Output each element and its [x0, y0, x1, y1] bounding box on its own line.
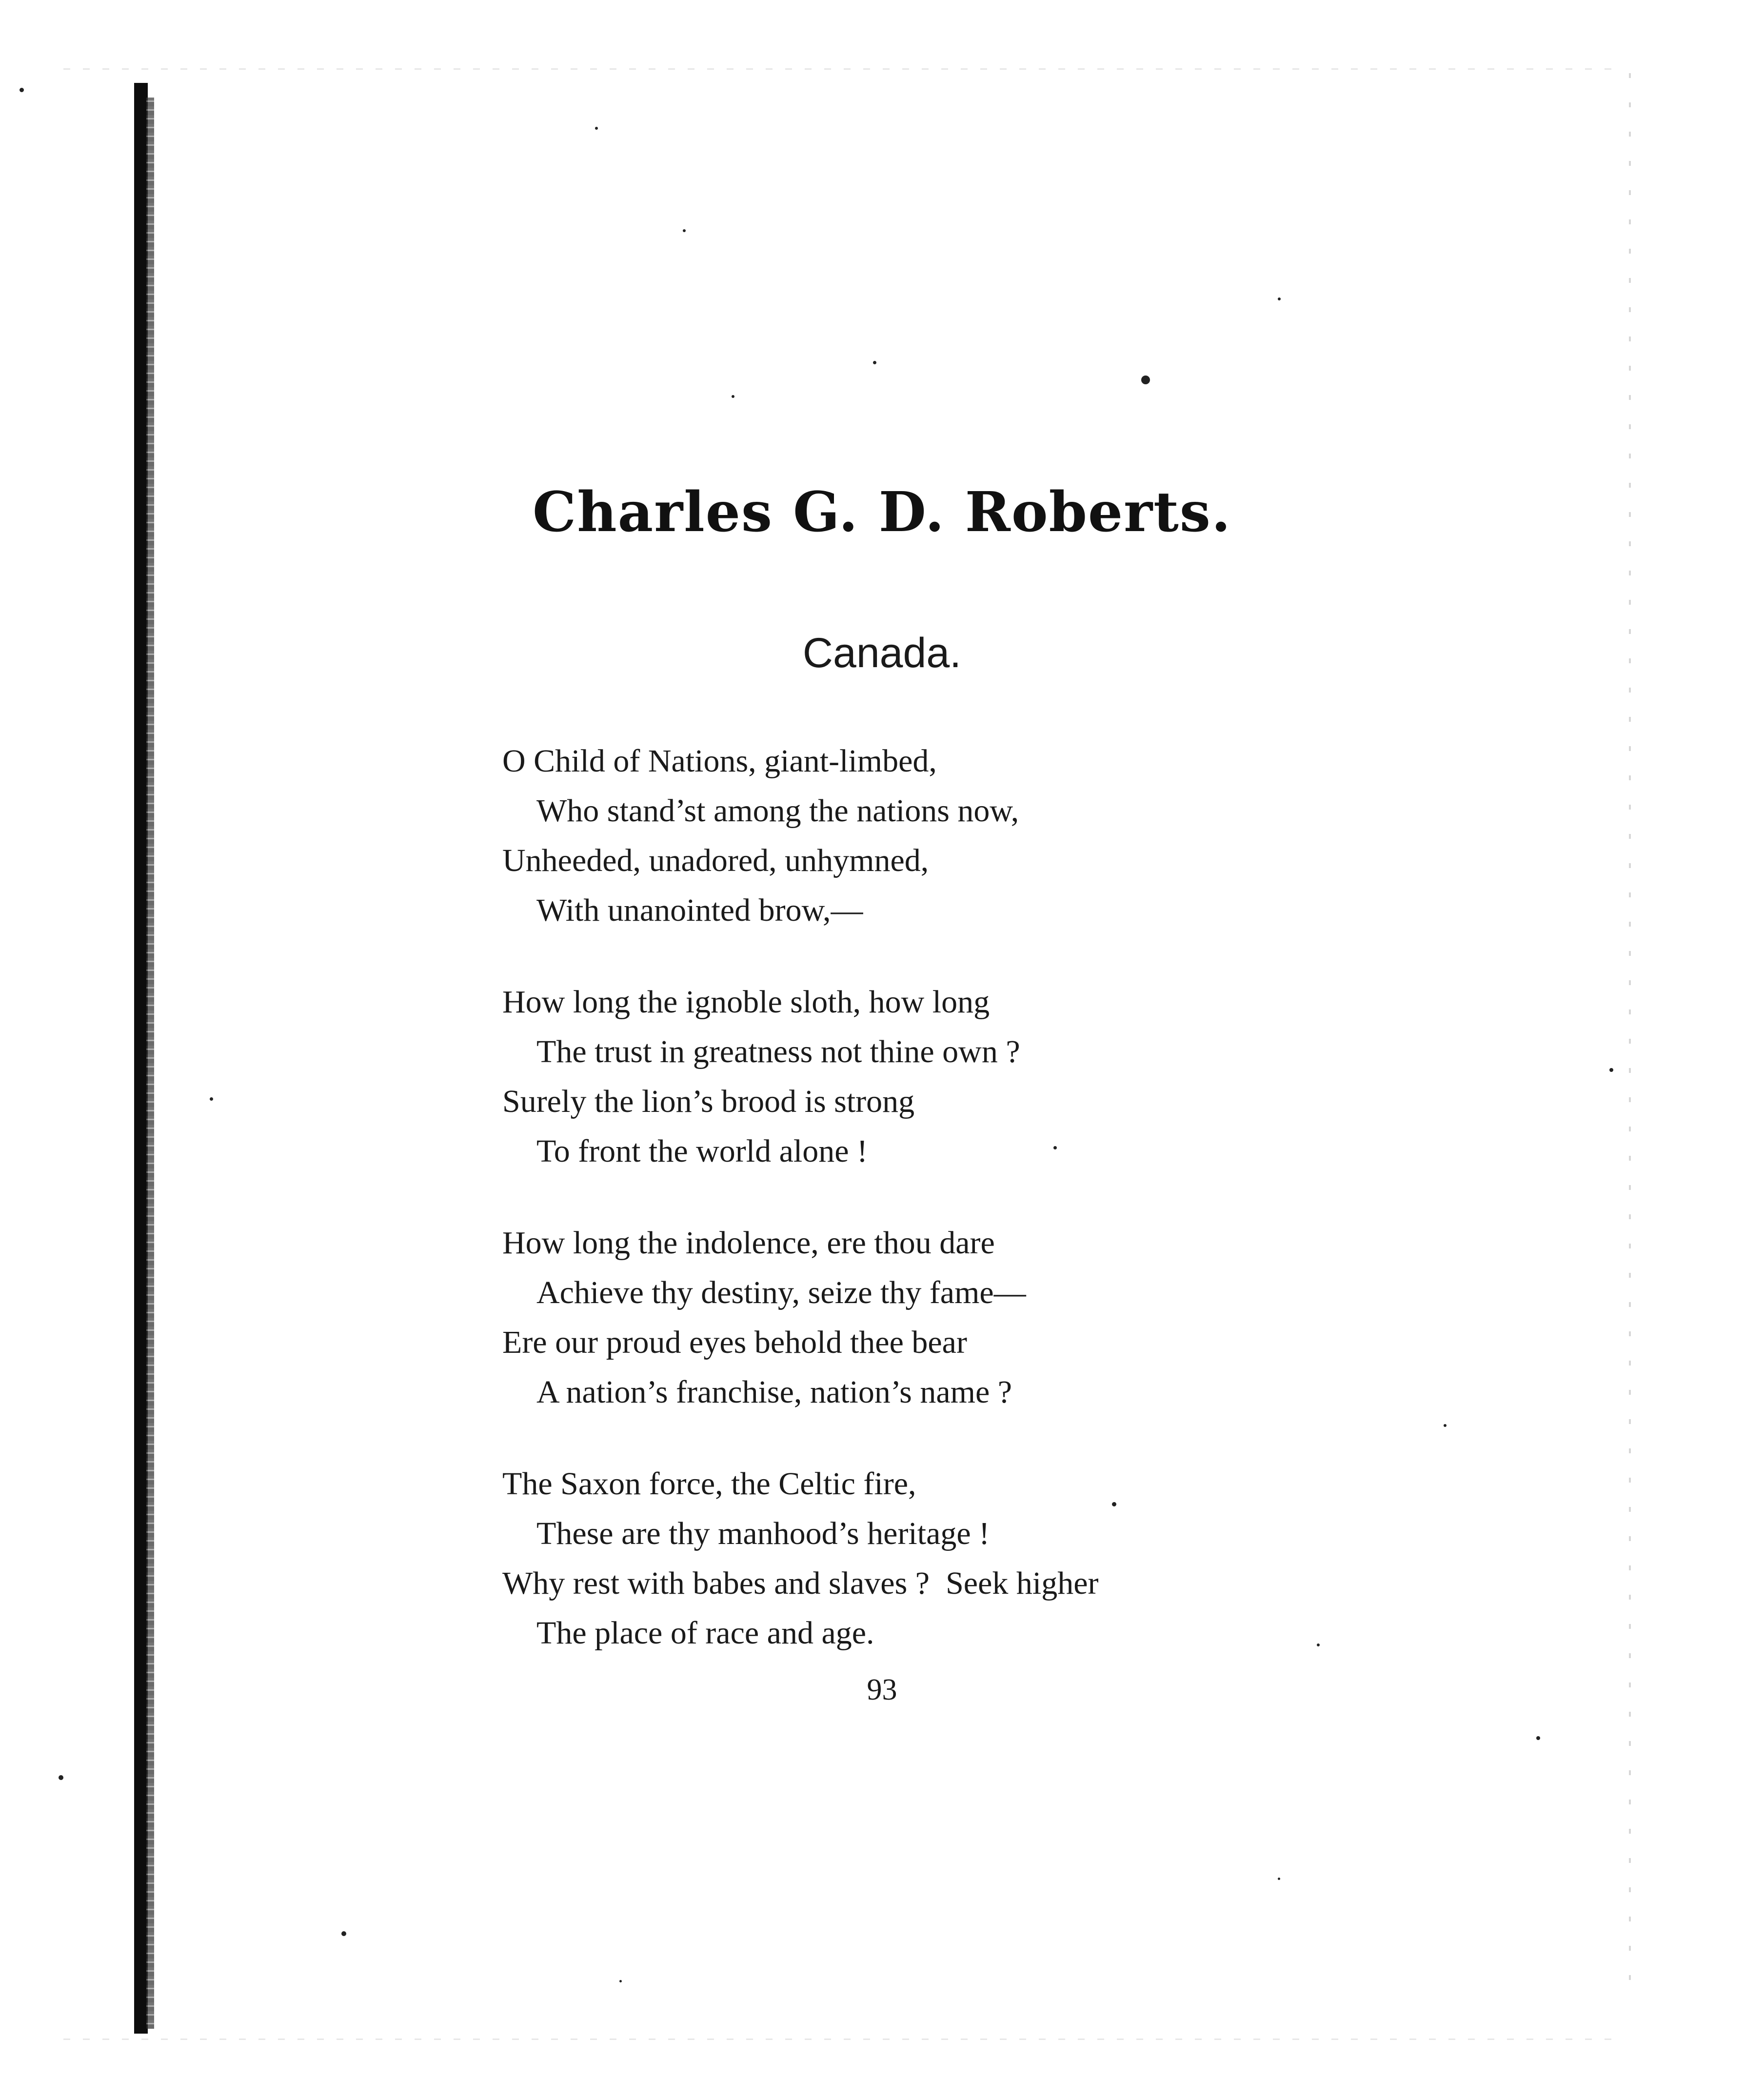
dust-speck — [1609, 1068, 1613, 1072]
dust-speck — [1141, 376, 1150, 384]
scan-bottom-edge — [63, 2039, 1624, 2040]
poem-line: With unanointed brow,— — [536, 892, 863, 928]
poem-line: A nation’s franchise, nation’s name ? — [536, 1374, 1012, 1410]
dust-speck — [1536, 1736, 1540, 1740]
poem-line: To front the world alone ! — [536, 1133, 868, 1169]
dust-speck — [595, 127, 598, 130]
poem-line: Ere our proud eyes behold thee bear — [502, 1325, 967, 1360]
dust-speck — [210, 1097, 213, 1101]
poem-line: O Child of Nations, giant-limbed, — [502, 743, 937, 779]
page-number: 93 — [867, 1673, 897, 1706]
author-heading: Charles G. D. Roberts. — [533, 480, 1231, 544]
book-binding-edge — [146, 98, 154, 2029]
poem-line: Surely the lion’s brood is strong — [502, 1084, 915, 1119]
stanza — [502, 736, 1478, 935]
poem-line: Why rest with babes and slaves ? Seek higher — [502, 1565, 1099, 1601]
poem-body — [502, 736, 1478, 1700]
poem-line: Who stand’st among the nations now, — [536, 793, 1019, 829]
dust-speck — [619, 1980, 622, 1982]
stanza — [502, 977, 1478, 1176]
stanza — [502, 1218, 1478, 1417]
scan-right-edge — [1629, 73, 1631, 1999]
poem-title: Canada. — [802, 630, 962, 676]
dust-speck — [1278, 1878, 1280, 1880]
poem-line: Achieve thy destiny, seize thy fame— — [536, 1275, 1026, 1310]
poem-line: Unheeded, unadored, unhymned, — [502, 843, 929, 878]
poem-line: The trust in greatness not thine own ? — [536, 1034, 1020, 1069]
poem-line: These are thy manhood’s heritage ! — [536, 1516, 990, 1551]
scan-top-edge — [63, 68, 1624, 70]
book-binding-shadow — [134, 83, 148, 2034]
dust-speck — [873, 361, 876, 364]
dust-speck — [683, 229, 686, 232]
poem-line: How long the ignoble sloth, how long — [502, 984, 990, 1020]
poem-line: The Saxon force, the Celtic fire, — [502, 1466, 916, 1502]
stanza — [502, 1459, 1478, 1658]
dust-speck — [59, 1775, 63, 1780]
dust-speck — [732, 395, 734, 398]
poem-line: How long the indolence, ere thou dare — [502, 1225, 995, 1261]
dust-speck — [1278, 297, 1281, 300]
dust-speck — [341, 1931, 346, 1936]
dust-speck — [20, 88, 24, 92]
poem-line: The place of race and age. — [536, 1615, 874, 1651]
